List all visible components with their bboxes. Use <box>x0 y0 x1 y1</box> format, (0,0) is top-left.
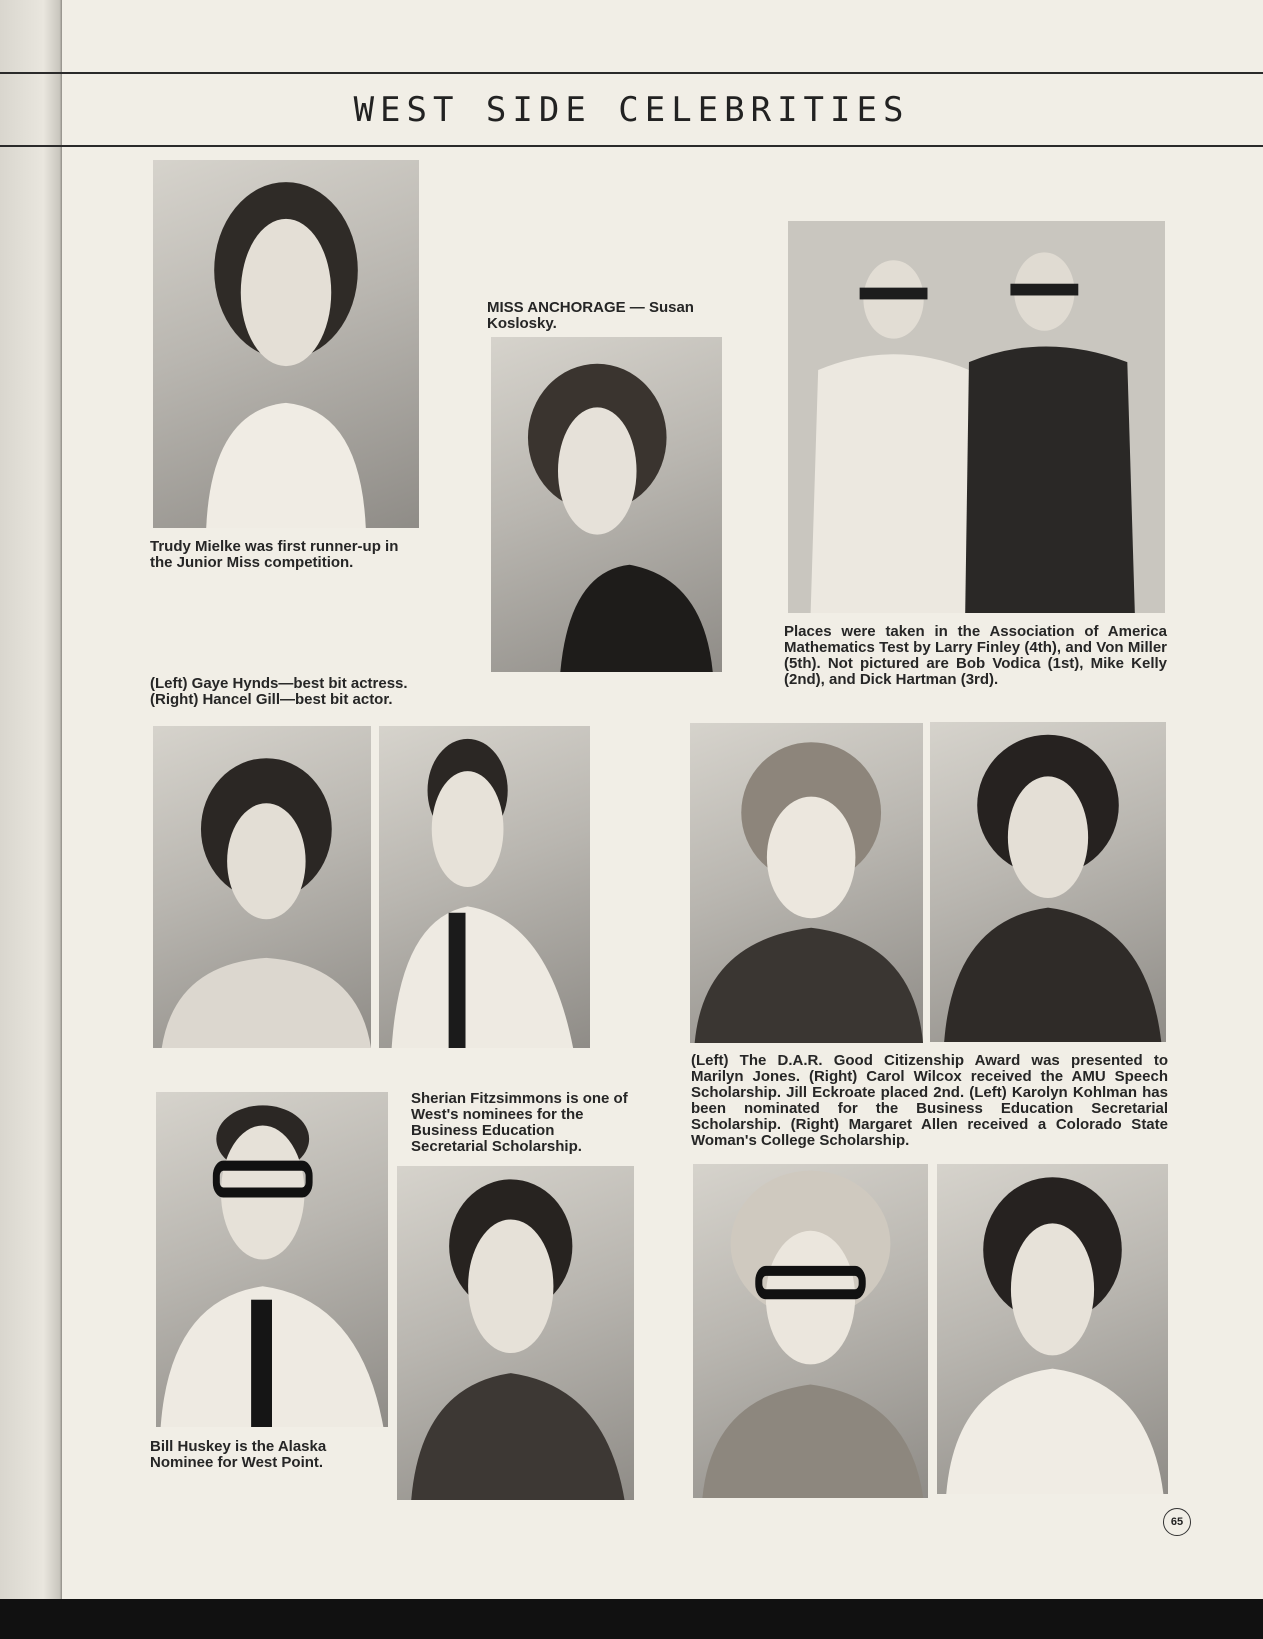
marilyn-jones-photo <box>690 723 923 1043</box>
trudy-caption: Trudy Mielke was first runner-up in the Junior Miss competition. <box>150 538 399 571</box>
scan-bottom-band <box>0 1599 1263 1639</box>
bill-huskey-caption: Bill Huskey is the Alaska Nominee for West Point. <box>150 1438 327 1471</box>
sherian-fitzsimmons-photo <box>397 1166 634 1500</box>
bit-actors-caption: (Left) Gaye Hynds—best bit actress. (Right) Hancel Gill—best bit actor. <box>150 675 408 708</box>
bill-huskey-photo <box>156 1092 388 1427</box>
karolyn-kohlman-photo <box>693 1164 928 1498</box>
page-title: WEST SIDE CELEBRITIES <box>353 90 910 130</box>
math-test-caption: Places were taken in the Association of America Mathematics Test by Larry Finley (4th), and Von Miller (5th). Not pictured are Bob Vodica (1st), Mike Kelly (2nd), and Dick Hartman (3rd). <box>784 623 1167 688</box>
hancel-gill-photo <box>379 726 590 1048</box>
carol-wilcox-photo <box>930 722 1166 1042</box>
margaret-allen-photo <box>937 1164 1168 1494</box>
miss-anchorage-photo <box>491 337 722 672</box>
miss-anchorage-caption: MISS ANCHORAGE — Susan Koslosky. <box>487 299 694 332</box>
awards-caption: (Left) The D.A.R. Good Citizenship Award was presented to Marilyn Jones. (Right) Carol Wilcox received the AMU Speech Scholarship. Jill Eckroate placed 2nd. (Left) Karolyn Kohlman has been nominated for the Business Education Secretarial Scholarship. (Right) Margaret Allen received a Colorado State Woman's College Scholarship. <box>691 1052 1168 1149</box>
title-rule <box>0 145 1263 147</box>
math-test-photo <box>788 221 1165 613</box>
page-gutter <box>0 0 62 1639</box>
gaye-hynds-photo <box>153 726 371 1048</box>
sherian-caption: Sherian Fitzsimmons is one of West's nominees for the Business Education Secretarial Scholarship. <box>411 1090 628 1155</box>
trudy-mielke-photo <box>153 160 419 528</box>
top-rule <box>0 72 1263 74</box>
page-number: 65 <box>1163 1508 1191 1536</box>
